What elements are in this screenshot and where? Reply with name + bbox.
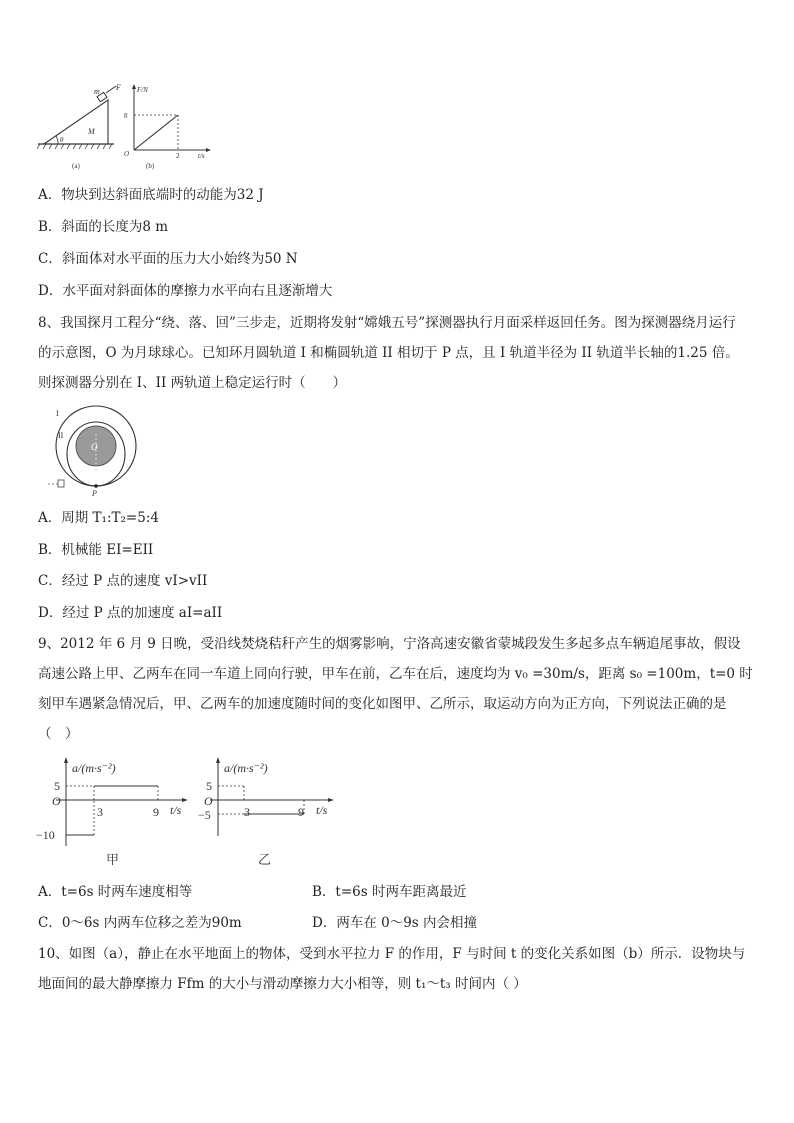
q8-option-a: A．周期 T₁:T₂=5:4 [38, 510, 159, 526]
q9-yi-yneg: −5 [198, 808, 211, 822]
q7-b-xlabel: t/s [198, 152, 205, 160]
q9-jia-origin: O [52, 794, 61, 808]
q7-b-ylabel: F/N [137, 86, 148, 94]
q7-a-theta: θ [60, 136, 64, 144]
q7-b-origin: O [124, 150, 130, 158]
q9-option-d: D．两车在 0～9s 内会相撞 [312, 915, 478, 931]
q7-b-caption: (b) [146, 162, 155, 170]
q9-jia-xlabel: t/s [170, 803, 182, 817]
q9-yi-ylabel: a/(m·s⁻²) [224, 761, 268, 775]
q7-a-M: M [88, 127, 95, 136]
q9-yi-origin: O [204, 794, 213, 808]
q7-b-y8: 8 [124, 112, 128, 120]
q9-jia-y5: 5 [54, 779, 60, 793]
q8-option-c: C．经过 P 点的速度 vI>vII [38, 573, 208, 589]
q7-a-F: F [116, 83, 121, 92]
q9-text-line-2: 高速公路上甲、乙两车在同一车道上同向行驶，甲车在前，乙车在后，速度均为 v₀ =30m/s，距离 s₀ =100m，t=0 时 [38, 666, 753, 682]
q7-option-b: B．斜面的长度为8 m [38, 219, 169, 235]
q8-text-line-1: 8、我国探月工程分“绕、落、回”三步走，近期将发射“嫦娥五号”探测器执行月面采样返回任务。图为探测器绕月运行 [38, 315, 736, 331]
q10-text-line-2: 地面间的最大静摩擦力 Ffm 的大小与滑动摩擦力大小相等，则 t₁～t₃ 时间内（ ） [38, 976, 527, 992]
q9-option-b: B．t=6s 时两车距离最近 [312, 884, 467, 900]
q7-option-d: D．水平面对斜面体的摩擦力水平向右且逐渐增大 [38, 283, 333, 299]
q9-text-line-1: 9、2012 年 6 月 9 日晚，受沿线焚烧秸秆产生的烟雾影响，宁洛高速安徽省蒙城段发生多起多点车辆追尾事故，假设 [38, 636, 741, 652]
q8-option-b: B．机械能 EI=EII [38, 542, 154, 558]
q7-figure [36, 82, 216, 174]
q7-b-x2: 2 [176, 152, 180, 160]
q9-yi-x9: 9 [298, 805, 304, 819]
q8-text-line-3: 则探测器分别在 I、II 两轨道上稳定运行时（ ） [38, 375, 347, 391]
q7-figure-b [124, 84, 211, 170]
q8-option-d: D．经过 P 点的加速度 aI=aII [38, 605, 223, 621]
q7-a-m: m [94, 87, 100, 96]
q9-option-c: C．0～6s 内两车位移之差为90m [38, 915, 242, 931]
q9-text-line-4: （ ） [38, 726, 79, 742]
q9-yi-xlabel: t/s [316, 803, 328, 817]
q8-label-O: O [91, 442, 98, 452]
q9-jia-ylabel: a/(m·s⁻²) [72, 761, 116, 775]
q9-text-line-3: 刻甲车遇紧急情况后，甲、乙两车的加速度随时间的变化如图甲、乙所示，取运动方向为正方向，下列说法正确的是 [38, 696, 727, 712]
q7-figure-a [37, 83, 121, 170]
q8-label-II: II [58, 431, 64, 440]
q9-jia-x3: 3 [97, 805, 103, 819]
q9-yi-caption: 乙 [258, 852, 272, 867]
q9-option-a: A．t=6s 时两车速度相等 [38, 884, 193, 900]
q9-jia-caption: 甲 [106, 852, 120, 867]
q9-jia-yneg: −10 [36, 828, 55, 842]
q8-text-line-2: 的示意图，O 为月球球心。已知环月圆轨道 I 和椭圆轨道 II 相切于 P 点，且 I 轨道半径为 II 轨道半长轴的1.25 倍。 [38, 345, 739, 361]
q7-option-c: C．斜面体对水平面的压力大小始终为50 N [38, 251, 298, 267]
q9-chart-yi [196, 756, 346, 868]
q10-text-line-1: 10、如图（a），静止在水平地面上的物体，受到水平拉力 F 的作用，F 与时间 t 的变化关系如图（b）所示．设物块与 [38, 946, 746, 962]
q9-yi-y5: 5 [206, 779, 212, 793]
q9-chart-jia [34, 756, 194, 868]
q8-label-P: P [92, 489, 97, 498]
q7-a-caption: (a) [72, 162, 80, 170]
q8-label-I: I [56, 409, 59, 418]
q7-option-a: A．物块到达斜面底端时的动能为32 J [38, 187, 264, 203]
q9-jia-x9: 9 [153, 805, 159, 819]
q8-orbit-figure [44, 404, 144, 500]
q9-yi-x3: 3 [244, 805, 250, 819]
